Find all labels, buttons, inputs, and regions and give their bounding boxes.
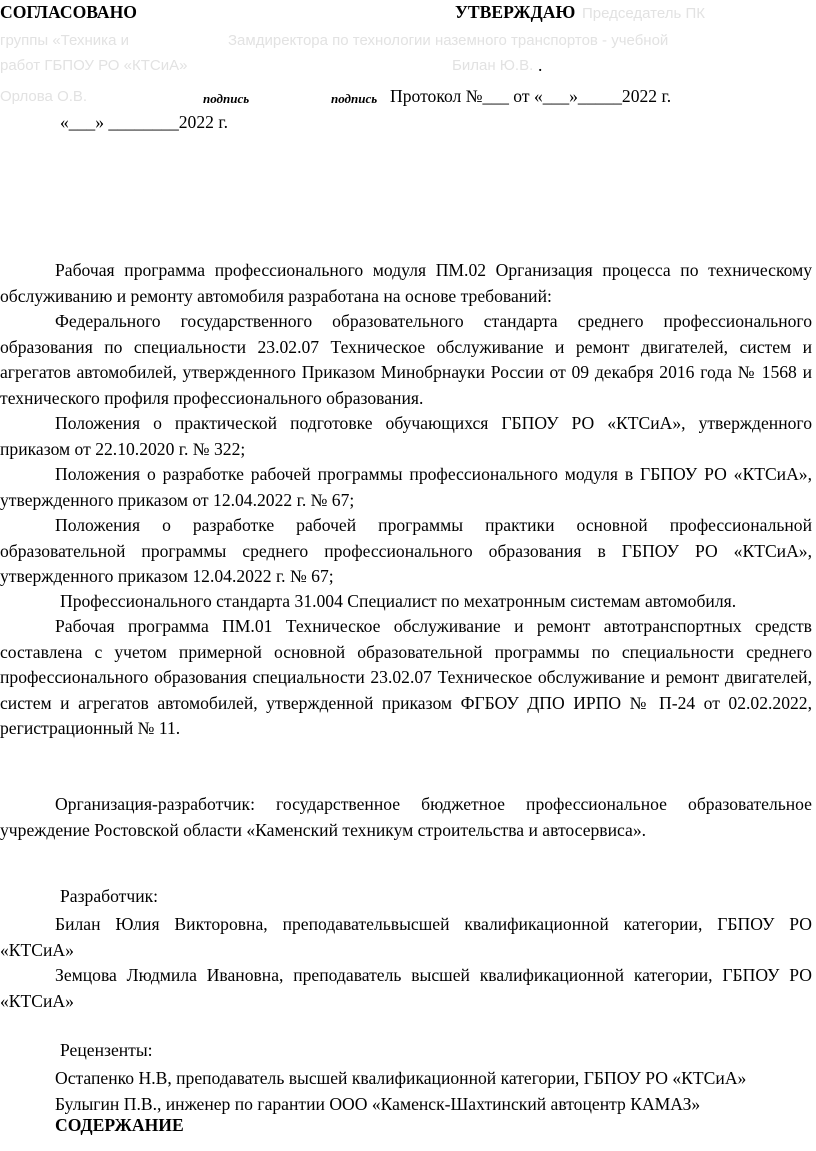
protocol-text: Протокол №___ от «___»_____2022 г. bbox=[390, 86, 672, 106]
paragraph-practice-program-regulation: Положения о разработке рабочей программы практики основной профессиональной образовательной программы среднего профессионального образования в ГБПОУ РО «КТСиА», утвержденного приказом 12.04.2022 г. № 67; bbox=[0, 515, 812, 586]
signature-label-agreed: подпись bbox=[203, 91, 250, 106]
approver-name: Билан Ю.В. bbox=[452, 57, 534, 74]
agreed-group-line2: работ ГБПОУ РО «КТСиА» bbox=[0, 57, 188, 74]
reviewer-2: Булыгин П.В., инженер по гарантии ООО «Каменск-Шахтинский автоцентр КАМАЗ» bbox=[55, 1094, 701, 1114]
developer-1: Билан Юлия Викторовна, преподавательвысшей квалификационной категории, ГБПОУ РО «КТСиА» bbox=[0, 914, 812, 960]
paragraph-intro: Рабочая программа профессионального модуля ПМ.02 Организация процесса по техническому обслуживанию и ремонту автомобиля разработана на основе требований: bbox=[0, 260, 812, 306]
reviewers-label: Рецензенты: bbox=[60, 1040, 153, 1060]
contents-heading: СОДЕРЖАНИЕ bbox=[55, 1115, 184, 1135]
paragraph-organization: Организация-разработчик: государственное бюджетное профессиональное образовательное учреждение Ростовской области «Каменский техникум строительства и автосервиса». bbox=[0, 794, 812, 840]
paragraph-module-regulation: Положения о разработке рабочей программы профессионального модуля в ГБПОУ РО «КТСиА», утвержденного приказом от 12.04.2022 г. № 67; bbox=[0, 464, 812, 510]
date-line: «___» ________2022 г. bbox=[60, 112, 228, 132]
agreed-label: СОГЛАСОВАНО bbox=[0, 2, 137, 22]
agreed-group-line1: группы «Техника и bbox=[0, 32, 129, 49]
signature-label-approved: подпись bbox=[331, 91, 378, 106]
paragraph-prof-standard: Профессионального стандарта 31.004 Специалист по мехатронным системам автомобиля. bbox=[60, 591, 737, 611]
approved-label: УТВЕРЖДАЮ bbox=[455, 2, 576, 22]
paragraph-fgos: Федерального государственного образовательного стандарта среднего профессионального образования по специальности 23.02.07 Техническое обслуживание и ремонт двигателей, систем и агрегатов автомобилей, утвержденного Приказом Минобрнауки России от 09 декабря 2016 года № 1568 и технического профиля профессионального образования. bbox=[0, 311, 812, 408]
paragraph-practice-regulation: Положения о практической подготовке обучающихся ГБПОУ РО «КТСиА», утвержденного приказом от 22.10.2020 г. № 322; bbox=[0, 413, 812, 459]
paragraph-program-basis: Рабочая программа ПМ.01 Техническое обслуживание и ремонт автотранспортных средств составлена с учетом примерной основной образовательной программы по специальности среднего профессионального образования специальности 23.02.07 Техническое обслуживание и ремонт двигателей, систем и агрегатов автомобилей, утвержденной приказом ФГБОУ ДПО ИРПО № П-24 от 02.02.2022, регистрационный № 11. bbox=[0, 616, 812, 738]
developer-2: Земцова Людмила Ивановна, преподаватель высшей квалификационной категории, ГБПОУ РО «КТСиА» bbox=[0, 965, 812, 1011]
reviewer-1: Остапенко Н.В, преподаватель высшей квалификационной категории, ГБПОУ РО «КТСиА» bbox=[55, 1068, 747, 1088]
approved-role: Председатель ПК bbox=[582, 5, 705, 22]
approver-name-period: . bbox=[538, 55, 543, 75]
agreed-name: Орлова О.В. bbox=[0, 88, 88, 105]
deputy-director: Замдиректора по технологии наземного транспортов - учебной bbox=[228, 32, 669, 49]
developer-label: Разработчик: bbox=[60, 886, 159, 906]
